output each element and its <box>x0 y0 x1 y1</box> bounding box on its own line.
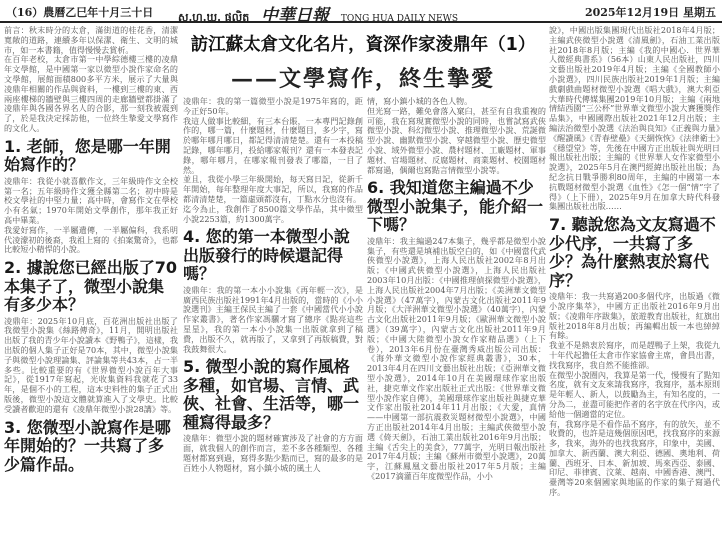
answer-paragraph: 並且，我從小學三年級開始，每天寫日記，從新千年開始，每年整理年度大事記，所以，我寫的作品都清清楚楚，一篇虛頭都沒有，丁點水分也沒有。 <box>183 174 363 204</box>
newspaper-header <box>0 0 722 26</box>
answer-paragraph: 在微型小說圈內，我算是第一代，慢慢有了點知名度，就有文友來請我寫序，我寫序，基本原則是年輕人、新人，以鼓勵為主，有知名度的，一分為二，並盡可能把作者的名字放在代序內，或給他一個適當的定位。 <box>549 369 720 419</box>
column-1 <box>4 26 178 476</box>
answer-paragraph: 凌鼎年：2025年10月底，百花洲出版社出版了我微型小說集《絲路傳奇》，11月，開明出版社出版了我的青少年小說讀本《野鴨子》，這樣，我出版的個人集子正好是70本，其中，微型小說集子與微型小說理論集、評論集等共43本，占一半多些。比較重要的有《世界微型小說百年大事記》，從1917年寫起，光收集資料我就花了33年，是個不小的工程，這本史料性的集子正式出版後，微型小說這文體就算進入了文學史。比較受讀者歡迎的還有《凌鼎年微型小說28講》等。 <box>4 315 179 414</box>
intro-paragraph: 在百年老校，太倉市第一中學綜德樓三樓的凌鼎年文學館，是中國第一家以微型小說作家命名的文學館，展館面積800多平方米，展示了大量與凌鼎年相關的作品與資料，一樓到三樓的東、西兩座樓梯的牆壁與三樓四周的走廊牆壁都掛滿了凌鼎年與各國各界名人的合影，那一刻我被震到了，於是我決定採訪他，一位終生摯愛文學寫作的文化人。 <box>4 54 178 133</box>
article-title: 訪江蘇太倉文化名片，資深作家淩鼎年（1） <box>190 35 536 55</box>
question-2-heading: 2. 據說您已經出版了70本集子了，微型小說集有多少本？ <box>4 258 178 315</box>
answer-paragraph: 我這人做事比較細，有三本台賬，一本專門記錄創作的，哪一篇，什麼題材，什麼題目，多少字，寫於哪年哪月哪日，都記得清清楚楚。還有一本投稿記錄，哪年哪月，投給哪家報刊？還有一本發表記錄，哪年哪月，在哪家報刊發表了哪篇，一目了然。 <box>183 115 363 175</box>
masthead-logo <box>178 1 458 27</box>
answer-paragraph: 情，寫小鎮小城的各色人物。 <box>367 96 473 106</box>
article-subtitle: ——文學寫作，終生摯愛 <box>230 66 495 92</box>
question-5-heading: 5. 微型小說的寫作風格多種，如官場、言情、武俠、社會、生活等，哪一種寫得最多？ <box>183 357 360 432</box>
question-6-heading: 6. 我知道您主編過不少微型小說集子，能介紹一下嗎？ <box>367 178 544 235</box>
page-number-lunar-date: （16）農曆乙巳年十月三十日 <box>6 6 154 19</box>
answer-paragraph: 凌鼎年：我主編過247本集子，幾乎都是微型小說集子，有些還是填補出版空白的，如《中國當代武俠微型小說選》，上海人民出版社2002年8月出版；《中國武俠微型小說選》，上海人民出版社2003年10月出版：《中國推理偵探微型小說選》，上海人民出版社2004年7月出版；《美洲華文微型小說選》（47萬字），內蒙古文化出版社2011年9月版；《大洋洲華文微型小說選》（40萬字），內蒙古文化出版社2011年9月版；《歐洲華文微型小說選》（39萬字），內蒙古文化出版社2011年9月版；《中國大陸微型小說女作家精品選》（上下卷），2013年6月份在臺灣秀威出版公司出版：《海外華文微型小說作家經典叢書》，30本，2013年4月在四川文藝出版社出版；《亞洲華文微型小說選》，2014年10月在美國環球作家出版社，捷克華文作家出版社正式出版：《世界華文微型小說作家自傳》，美國環球作家出版社與捷克華文作家出版社2014年11月出版；《大愛，真情——中國第一部抗震救災題材微型小說選》，中國方正出版社2014年4月出版；主編武俠微型小說選《倚天劍》，石油工業出版社2016年9月出版；主編《舌尖上的美食》，77萬字，光明日報出版社2017年4月版；主編《蘇州市微型小說選》，20萬字，江蘇鳳凰文藝出版社2017年5月版；主編《2017滴灌百年度微型作品，小小 <box>367 235 546 481</box>
answer-paragraph: 說》，中國出版集團現代出版社2018年4月版；主編武俠微型小說選《清風劍》，石油工業出版社2018年8月版；主編《我的中國心．世界華人微經典書系》（56本）山東人民出版社，四川文藝出版社2019年4月版；主編《全國教師小小說選》，四川民族出版社2019年1月版；主編戲劇戲曲題材微型小說選《唱大戲》，澳大利亞大華時代傳媒集團2019年10月版；主編《兩地情結西園“三公杯”世界華文微型小說大賽獲獎作品集》，中國國際出版社2021年12月出版；主編法治微型小說選《法治與良知》《正義與力量》《醒讀風》《青春壁壘》《天網恢恢》《法律衛士》《穩望堂》等，先後在中國方正出版社與光明日報出版社出版；主編的《世界華人女作家微型小說選》，2025年5月在澳門經緯出版社出版；為紀念抗日戰爭勝利80周年，主編的中國第一本抗戰題材微型小說選《血性》《怎一個“情”字了得》（上下冊），2025年9月在加拿大時代科發集團出版社出版…… <box>549 25 720 212</box>
answer-paragraph: 但光寫一路，難免會落入窠臼，甚至有自我重複的可能，我在寫現實微型小說的同時，也嘗試寫武俠微型小說、科幻微型小說、推理微型小說、荒誕微型小說、幽默微型小說、穿越微型小說、歷史微型小說、域外微型小說、農村題材、工廠題材、軍事題材、官場題材、反腐題材、商業題材、校園題材都寫過，偶爾也寫點言情微型小說等。 <box>367 105 546 175</box>
column-4 <box>549 26 720 498</box>
answer-paragraph: 凌鼎年：微型小說的題材確實涉及了社會的方方面面，就我個人的創作而言，差不多各種類型、各種題材都寫到過，寫得多點少點而已，寫的最多的是百姓小人物題材，寫小鎮小城的風土人 <box>183 433 363 473</box>
answer-paragraph: 我愛好寫作，一半屬遺傳，一半屬偏科，我系明代凌濛初的後裔，我祖上寫的《拍案驚奇》，也都比較短小精悍的小說。 <box>4 224 179 255</box>
answer-paragraph: 凌鼎年：我從小就喜歡作文，三年級時作文全校第一名；五年級時作文獲全縣第二名；初中時是校文學社的中堅力量；高中時，會寫作文在學校小有名氣；1970年開始文學創作，那年我正好高中畢業。 <box>4 175 178 225</box>
masthead-english: TONG HUA DAILY NEWS <box>340 14 459 24</box>
answer-paragraph: 凌鼎年：我一共寫過200多個代序，出版過《微小說序集萃》，中國方正出版社2016年9月出版；《凌鼎年序跋集》，旅遊教育出版社，紅旗出版社2018年8月出版；再編輯出版一本也綽綽有餘。 <box>549 291 720 341</box>
column-2 <box>183 97 363 474</box>
masthead-khmer: ស.ហ.ឃ. ផលិត <box>178 11 250 24</box>
answer-paragraph: 有，我寫序是不看作品不寫序，有的放矢，並不收費的，也許是這幾個原因吧，找我寫序的來源多，我來，海外的也找我寫序，印象中，美國、加拿大、新西蘭、澳大利亞、德國、奧地利、荷蘭、西班牙、日本、新加坡、馬來西亞、泰國、印尼、菲律賓、汶萊、越南、中國香港、澳門、臺灣等20來個國家與地區的作家的集子寫過代序。 <box>549 418 720 498</box>
answer-paragraph: 凌鼎年：我的第一本小小說集《再年輕一次》，是廣西民族出版社1991年4月出版的，當時的《小小說選刊》主編王保民主編了一套《中國當代小小說作家叢書》，著名作家馮驥才寫了總序《點亮這些星星》，我的第一本小小說集一出版就拿到了稿費，出版不久，就再版了，又拿到了再版稿費，對我鼓舞很大。 <box>183 284 363 354</box>
answer-paragraph: 迄今為止，我創作了8500篇文學作品，其中微型小說2253篇，約1300萬字。 <box>183 203 363 224</box>
question-1-heading: 1. 老師，您是哪一年開始寫作的？ <box>4 136 171 175</box>
question-4-heading: 4. 您的第一本微型小說出版發行的時候還記得嗎？ <box>183 227 350 284</box>
column-3 <box>367 97 546 482</box>
answer-paragraph: 我並不是熱衷於寫序，而是趕鴨子上架，我從九十年代起擔任太倉市作家協會主席，會員出書，找我寫序，我自然不能推卻。 <box>549 340 720 370</box>
issue-date: 2025年12月19日 星期五 <box>584 6 716 19</box>
answer-paragraph: 凌鼎年：我的第一篇微型小說是1975年寫的，距今正好50年。 <box>183 96 363 116</box>
intro-paragraph: 前言：秋末時分的太倉，滿街道的桂花香，清潔寬敞的道路，連續多年以保潔、衛生、文明的城市，如一本書籍，值得慢慢去賞析。 <box>4 25 178 55</box>
question-7-heading: 7. 聽說您為文友寫過不少代序，一共寫了多少？為什麼熱衷於寫代序？ <box>549 215 716 290</box>
question-3-heading: 3. 您微型小說寫作是哪年開始的？一共寫了多少篇作品。 <box>4 417 171 474</box>
masthead-chinese: 中華日報 <box>261 6 330 26</box>
